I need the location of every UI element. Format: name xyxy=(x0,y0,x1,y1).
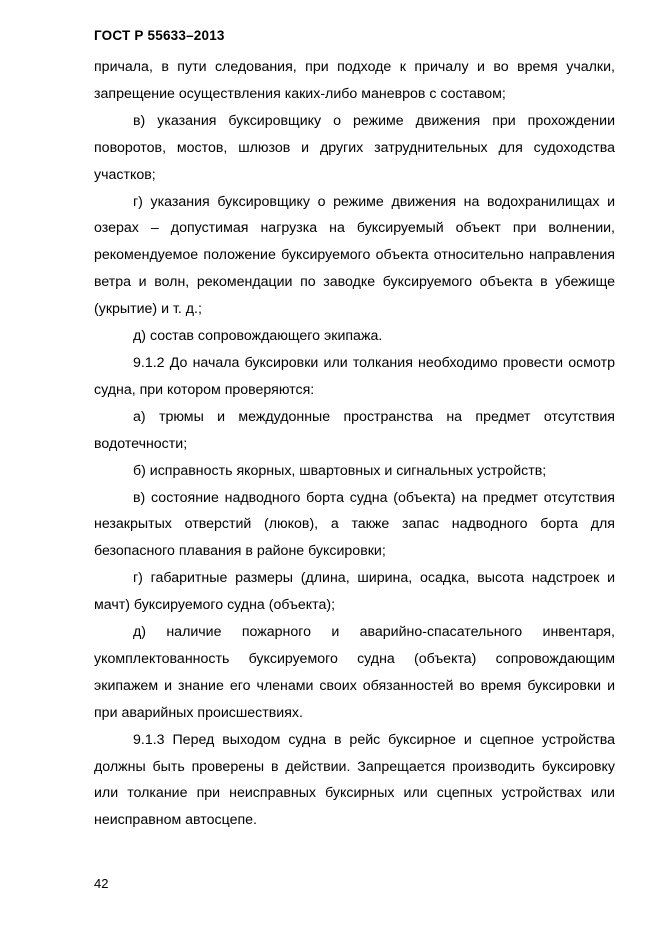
paragraph-item-d-2: д) наличие пожарного и аварийно-спасательного инвентаря, укомплектованность буксируемого судна (объекта) сопровождающим экипажем и знание его членами своих обязанностей во время буксировки и при аварийных происшествиях. xyxy=(94,624,615,721)
paragraph-continuation: причала, в пути следования, при подходе к причалу и во время учалки, запрещение осуществления каких-либо маневров с составом; xyxy=(94,59,615,102)
document-body xyxy=(94,54,615,834)
paragraph-item-d: д) состав сопровождающего экипажа. xyxy=(133,328,383,345)
document-header: ГОСТ Р 55633–2013 xyxy=(94,28,225,43)
paragraph-item-v-2: в) состояние надводного борта судна (объекта) на предмет отсутствия незакрытых отверстий (люков), а также запас надводного борта для безопасного плавания в районе буксировки; xyxy=(94,489,615,560)
paragraph-clause-9-1-2: 9.1.2 До начала буксировки или толкания необходимо провести осмотр судна, при котором проверяются: xyxy=(94,354,615,398)
page-number: 42 xyxy=(94,876,109,891)
paragraph-clause-9-1-3: 9.1.3 Перед выходом судна в рейс буксирное и сцепное устройства должны быть проверены в действии. Запрещается производить буксировку или толкание при неисправных буксирных или сцепных устройствах или неисправном автосцепе. xyxy=(94,731,615,829)
paragraph-item-a: а) трюмы и междудонные пространства на предмет отсутствия водотечности; xyxy=(94,408,615,452)
paragraph-item-b: б) исправность якорных, швартовных и сигнальных устройств; xyxy=(133,462,547,479)
paragraph-item-v: в) указания буксировщику о режиме движения при прохождении поворотов, мостов, шлюзов и других затруднительных для судоходства участков; xyxy=(94,112,615,183)
paragraph-item-g: г) указания буксировщику о режиме движения на водохранилищах и озерах – допустимая нагрузка на буксируемый объект при волнении, рекомендуемое положение буксируемого объекта относительно направления ветра и волн, рекомендации по заводке буксируемого объекта в убежище (укрытие) и т. д.; xyxy=(94,193,615,318)
paragraph-item-g-2: г) габаритные размеры (длина, ширина, осадка, высота надстроек и мачт) буксируемого судна (объекта); xyxy=(94,570,615,614)
